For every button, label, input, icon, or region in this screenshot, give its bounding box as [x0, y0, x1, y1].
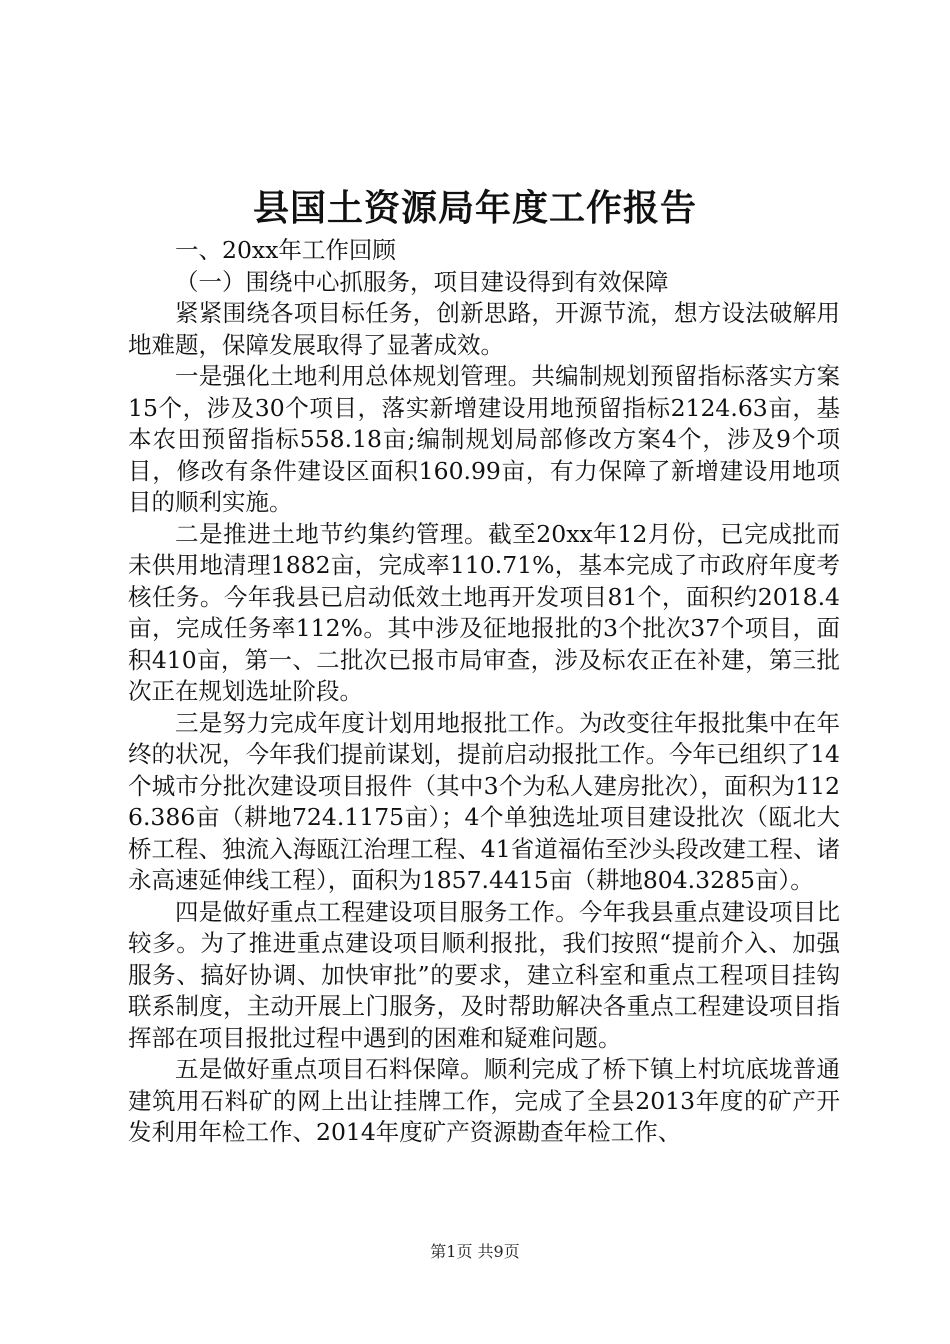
body-paragraph: 五是做好重点项目石料保障。顺利完成了桥下镇上村坑底垅普通建筑用石料矿的网上出让挂牌工作，完成了全县2013年度的矿产开发利用年检工作、2014年度矿产资源勘查年检工作、: [128, 1055, 840, 1146]
body-paragraph: 四是做好重点工程建设项目服务工作。今年我县重点建设项目比较多。为了推进重点建设项目顺利报批，我们按照“提前介入、加强服务、搞好协调、加快审批”的要求，建立科室和重点工程项目挂钩联系制度，主动开展上门服务，及时帮助解决各重点工程建设项目指挥部在项目报批过程中遇到的困难和疑难问题。: [128, 897, 840, 1052]
body-paragraph: 紧紧围绕各项目标任务，创新思路，开源节流，想方设法破解用地难题，保障发展取得了显著成效。: [128, 299, 840, 359]
document-title: 县国土资源局年度工作报告: [252, 187, 697, 229]
page-footer: 第1页 共9页: [430, 1242, 520, 1261]
body-paragraph: 三是努力完成年度计划用地报批工作。为改变往年报批集中在年终的状况，今年我们提前谋划，提前启动报批工作。今年已组织了14个城市分批次建设项目报件（其中3个为私人建房批次），面积为1126.386亩（耕地724.1175亩）；4个单独选址项目建设批次（瓯北大桥工程、独流入海瓯江治理工程、41省道福佑至沙头段改建工程、诸永高速延伸线工程），面积为1857.4415亩（耕地804.3285亩）。: [128, 708, 840, 894]
body-paragraph: 一是强化土地利用总体规划管理。共编制规划预留指标落实方案15个，涉及30个项目，落实新增建设用地预留指标2124.63亩，基本农田预留指标558.18亩;编制规划局部修改方案4个，涉及9个项目，修改有条件建设区面积160.99亩，有力保障了新增建设用地项目的顺利实施。: [128, 362, 840, 516]
subsection-heading: （一）围绕中心抓服务，项目建设得到有效保障: [175, 267, 669, 296]
document-body: [128, 235, 840, 1149]
section-heading: 一、20xx年工作回顾: [175, 236, 396, 264]
body-paragraph: 二是推进土地节约集约管理。截至20xx年12月份，已完成批而未供用地清理1882亩，完成率110.71%，基本完成了市政府年度考核任务。今年我县已启动低效土地再开发项目81个，面积约2018.4亩，完成任务率112%。其中涉及征地报批的3个批次37个项目，面积410亩，第一、二批次已报市局审查，涉及标农正在补建，第三批次正在规划选址阶段。: [128, 519, 840, 705]
